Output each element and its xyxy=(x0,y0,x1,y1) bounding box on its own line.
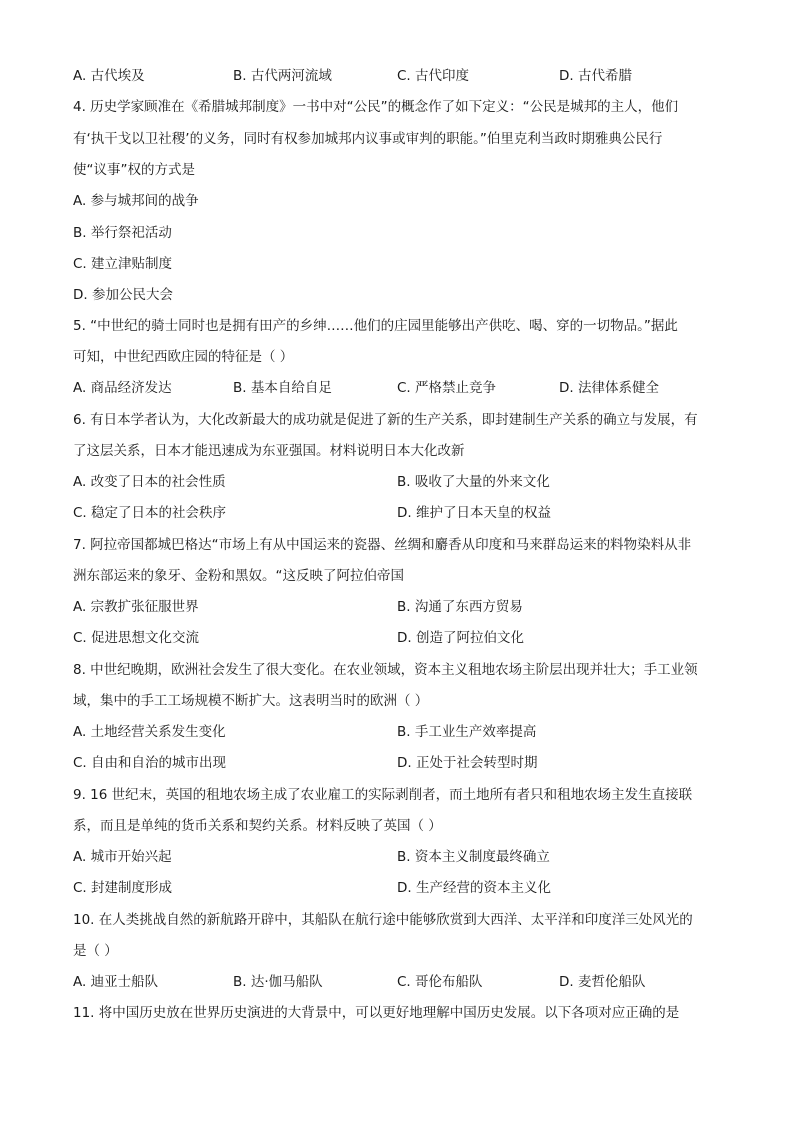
q5-stem-line-1: 5. “中世纪的骑士同时也是拥有田产的乡绅……他们的庄园里能够出产供吃、喝、穿的一切物品。”据此 xyxy=(73,318,678,334)
q9-stem-line-1: 9. 16 世纪末，英国的租地农场主成了农业雇工的实际剥削者，而土地所有者只和租地农场主发生直接联 xyxy=(73,787,693,803)
q7-option-b[interactable]: B. 沟通了东西方贸易 xyxy=(397,599,523,615)
q10-options xyxy=(73,973,723,991)
q10-stem-line-1: 10. 在人类挑战自然的新航路开辟中，其船队在航行途中能够欣赏到大西洋、太平洋和印度洋三处风光的 xyxy=(73,912,693,928)
q4-stem-line-3: 使“议事”权的方式是 xyxy=(73,162,195,178)
q7-options-row-1 xyxy=(73,598,723,616)
q10-option-b[interactable]: B. 达·伽马船队 xyxy=(233,974,323,990)
q10-option-d[interactable]: D. 麦哲伦船队 xyxy=(559,974,646,990)
q9-stem-line-2: 系，而且是单纯的货币关系和契约关系。材料反映了英国（ ） xyxy=(73,818,442,834)
q4-option-b[interactable]: B. 举行祭祀活动 xyxy=(73,225,172,241)
q7-option-a[interactable]: A. 宗教扩张征服世界 xyxy=(73,599,199,615)
q9-option-d[interactable]: D. 生产经营的资本主义化 xyxy=(397,880,551,896)
q4-stem-line-2: 有‘执干戈以卫社稷’的义务，同时有权参加城邦内议事或审判的职能。”伯里克利当政时期雅典公民行 xyxy=(73,131,663,147)
q7-stem-line-2: 洲东部运来的象牙、金粉和黑奴。“这反映了阿拉伯帝国 xyxy=(73,568,404,584)
q3-option-c[interactable]: C. 古代印度 xyxy=(397,68,470,84)
q5-stem-line-2: 可知，中世纪西欧庄园的特征是（ ） xyxy=(73,349,294,365)
q10-option-c[interactable]: C. 哥伦布船队 xyxy=(397,974,483,990)
q8-option-b[interactable]: B. 手工业生产效率提高 xyxy=(397,724,537,740)
q7-option-c[interactable]: C. 促进思想文化交流 xyxy=(73,630,200,646)
q5-option-b[interactable]: B. 基本自给自足 xyxy=(233,380,332,396)
q6-option-a[interactable]: A. 改变了日本的社会性质 xyxy=(73,474,226,490)
q9-option-b[interactable]: B. 资本主义制度最终确立 xyxy=(397,849,550,865)
q8-options-row-1 xyxy=(73,723,723,741)
q11-stem-line-1: 11. 将中国历史放在世界历史演进的大背景中，可以更好地理解中国历史发展。以下各项对应正确的是 xyxy=(73,1005,680,1021)
q9-options-row-2 xyxy=(73,879,723,897)
q4-option-a[interactable]: A. 参与城邦间的战争 xyxy=(73,193,199,209)
q8-stem-line-2: 域，集中的手工工场规模不断扩大。这表明当时的欧洲（ ） xyxy=(73,693,429,709)
q6-option-d[interactable]: D. 维护了日本天皇的权益 xyxy=(397,505,551,521)
q6-options-row-2 xyxy=(73,504,723,522)
q6-options-row-1 xyxy=(73,473,723,491)
q10-option-a[interactable]: A. 迪亚士船队 xyxy=(73,974,159,990)
q3-option-a[interactable]: A. 古代埃及 xyxy=(73,68,145,84)
q4-option-d[interactable]: D. 参加公民大会 xyxy=(73,287,173,303)
q8-stem-line-1: 8. 中世纪晚期，欧洲社会发生了很大变化。在农业领域，资本主义租地农场主阶层出现并壮大；手工业领 xyxy=(73,662,698,678)
q7-option-d[interactable]: D. 创造了阿拉伯文化 xyxy=(397,630,524,646)
q6-option-c[interactable]: C. 稳定了日本的社会秩序 xyxy=(73,505,227,521)
q9-option-c[interactable]: C. 封建制度形成 xyxy=(73,880,173,896)
q8-option-c[interactable]: C. 自由和自治的城市出现 xyxy=(73,755,227,771)
q5-option-c[interactable]: C. 严格禁止竞争 xyxy=(397,380,497,396)
q3-option-d[interactable]: D. 古代希腊 xyxy=(559,68,632,84)
q5-options xyxy=(73,379,723,397)
q3-option-b[interactable]: B. 古代两河流域 xyxy=(233,68,332,84)
q10-stem-line-2: 是（ ） xyxy=(73,943,118,959)
q6-stem-line-1: 6. 有日本学者认为，大化改新最大的成功就是促进了新的生产关系，即封建制生产关系的确立与发展，有 xyxy=(73,412,698,428)
q6-option-b[interactable]: B. 吸收了大量的外来文化 xyxy=(397,474,550,490)
q5-option-a[interactable]: A. 商品经济发达 xyxy=(73,380,172,396)
q5-option-d[interactable]: D. 法律体系健全 xyxy=(559,380,659,396)
q8-options-row-2 xyxy=(73,754,723,772)
q9-options-row-1 xyxy=(73,848,723,866)
q8-option-d[interactable]: D. 正处于社会转型时期 xyxy=(397,755,538,771)
q8-option-a[interactable]: A. 土地经营关系发生变化 xyxy=(73,724,226,740)
q6-stem-line-2: 了这层关系，日本才能迅速成为东亚强国。材料说明日本大化改新 xyxy=(73,443,465,459)
q9-option-a[interactable]: A. 城市开始兴起 xyxy=(73,849,172,865)
q7-stem-line-1: 7. 阿拉帝国都城巴格达“市场上有从中国运来的瓷器、丝绸和麝香从印度和马来群岛运来的料物染料从非 xyxy=(73,537,692,553)
q4-stem-line-1: 4. 历史学家顾准在《希腊城邦制度》一书中对“公民”的概念作了如下定义：“公民是城邦的主人，他们 xyxy=(73,99,679,115)
q7-options-row-2 xyxy=(73,629,723,647)
q3-options xyxy=(73,67,723,85)
q4-option-c[interactable]: C. 建立津贴制度 xyxy=(73,256,173,272)
